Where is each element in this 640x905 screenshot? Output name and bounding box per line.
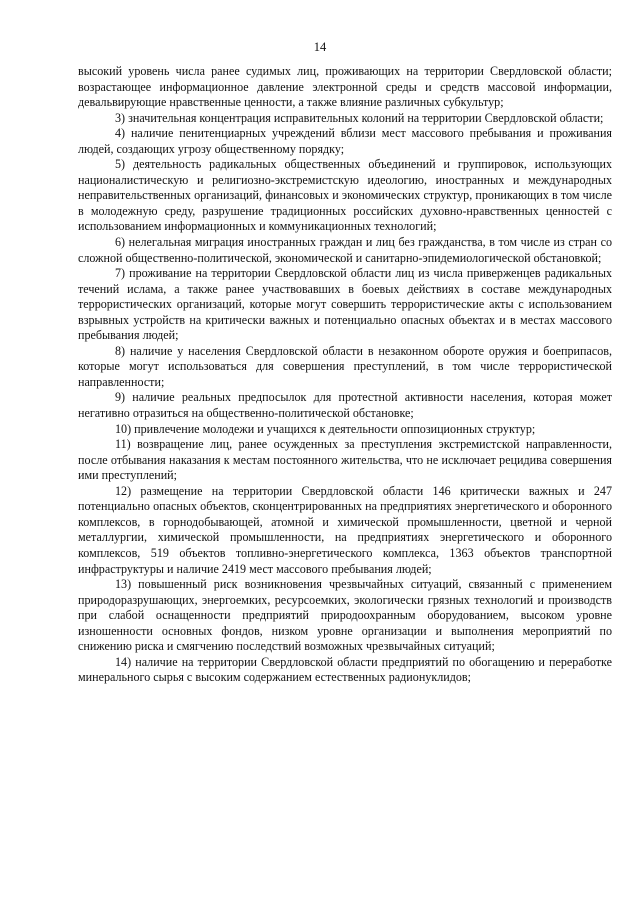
list-item-6: 6) нелегальная миграция иностранных граждан и лиц без гражданства, в том числе из стран со сложной общественно-политической, экономической и санитарно-эпидемиологической обстановкой; <box>78 235 612 265</box>
list-item-4: 4) наличие пенитенциарных учреждений вблизи мест массового пребывания и проживания людей, создающих угрозу общественному порядку; <box>78 126 612 156</box>
document-body <box>78 64 612 686</box>
list-item-8: 8) наличие у населения Свердловской области в незаконном обороте оружия и боеприпасов, которые могут использоваться для совершения преступлений, в том числе террористической направленности; <box>78 343 612 389</box>
paragraph-continuation: высокий уровень числа ранее судимых лиц, проживающих на территории Свердловской области; возрастающее информационное давление электронной среды и средств массовой информации, девальвирующие нравственные ценности, а также влияние различных субкультур; <box>78 64 612 110</box>
page-number: 14 <box>313 40 327 54</box>
list-item-10: 10) привлечение молодежи и учащихся к деятельности оппозиционных структур; <box>115 421 536 436</box>
list-item-7: 7) проживание на территории Свердловской области лиц из числа приверженцев радикальных течений ислама, а также ранее участвовавших в боевых действиях в составе международных террористических организаций, которые могут совершить террористические акты с использованием взрывных устройств на критически важных и потенциально опасных объектах и в местах массового пребывания людей; <box>78 266 612 343</box>
list-item-3: 3) значительная концентрация исправительных колоний на территории Свердловской области; <box>115 110 604 125</box>
list-item-14: 14) наличие на территории Свердловской области предприятий по обогащению и переработке минерального сырья с высоким содержанием естественных радионуклидов; <box>78 654 612 685</box>
list-item-9: 9) наличие реальных предпосылок для протестной активности населения, которая может негативно отразиться на общественно-политической обстановке; <box>78 390 612 421</box>
list-item-11: 11) возвращение лиц, ранее осужденных за преступления экстремистской направленности, после отбывания наказания к местам постоянного жительства, что не исключает рецидива совершения ими преступлений; <box>78 437 612 483</box>
list-item-12: 12) размещение на территории Свердловской области 146 критически важных и 247 потенциально опасных объектов, сконцентрированных на предприятиях энергетического и оборонного комплексов, в горнодобывающей, атомной и химической промышленности, цветной и черной металлургии, химической промышленности, на предприятиях энергетического и оборонного комплексов, 519 объектов топливно-энергетического комплекса, 1363 объектов транспортной инфраструктуры и наличие 2419 мест массового пребывания людей; <box>78 483 612 576</box>
list-item-5: 5) деятельность радикальных общественных объединений и группировок, использующих националистическую и религиозно-экстремистскую идеологию, иностранных и международных неправительственных организаций, финансовых и экономических структур, проникающих в том числе в молодежную среду, разрушение традиционных российских духовно-нравственных ценностей с использованием информационных и коммуникационных технологий; <box>78 157 612 234</box>
list-item-13: 13) повышенный риск возникновения чрезвычайных ситуаций, связанный с применением природоразрушающих, энергоемких, ресурсоемких, экологически грязных технологий и производств при слабой оснащенности предприятий природоохранным оборудованием, высоком уровне изношенности основных фондов, низком уровне организации и выполнения мероприятий по снижению риска и смягчению последствий возможных чрезвычайных ситуаций; <box>78 577 612 654</box>
